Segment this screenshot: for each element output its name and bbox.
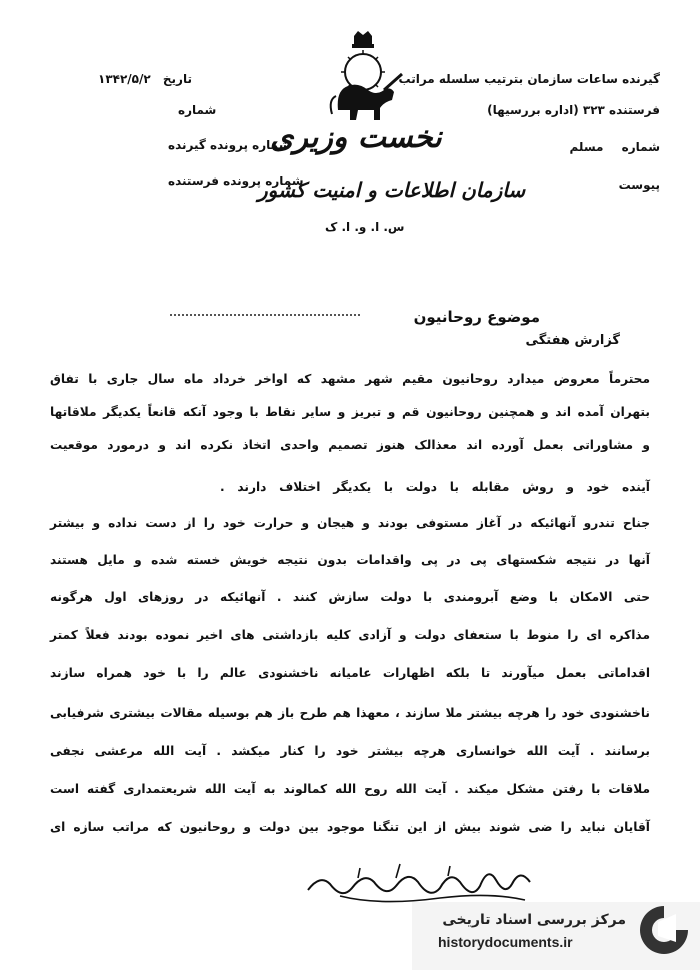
count-label: شماره	[178, 103, 217, 117]
sender-line: فرستنده ۳۲۳ (اداره بررسیها)	[487, 103, 660, 117]
report-type: گزارش هفتگی	[525, 333, 620, 348]
organization-title: سازمان اطلاعات و امنیت کشور	[258, 178, 526, 202]
body-line: مذاکره ای را منوط با ستعفای دولت و آزادی کلیه بازداشتی های اخیر نموده بودند فعلاً کمتر	[50, 628, 650, 642]
body-line: حتی الامکان با وضع آبرومندی با دولت سازش کنند . آنهائیکه در روزهای اول هرگونه	[50, 590, 650, 604]
body-line: برسانند . آیت الله خوانساری هرچه بیشتر خود را کنار میکشد . آیت الله مرعشی نجفی	[50, 744, 650, 758]
body-line: ملاقات با رفتن مشکل میکند . آیت الله روح الله کمالوند به آیت الله شریعتمداری گفته است	[50, 782, 650, 796]
body-line: آنها در نتیجه شکستهای پی در پی واقدامات بدون نتیجه خویش خسته شده و مایل هستند	[50, 553, 650, 567]
ministry-title: نخست وزیری	[270, 120, 442, 155]
body-line: جناح تندرو آنهائیکه در آغاز مستوفی بودند و هیجان و حرارت خود را از دست نداده و بیشتر	[50, 516, 650, 530]
receiver-file-label: شماره پرونده گیرنده	[168, 138, 291, 152]
date-field	[98, 72, 192, 86]
date-value: ۱۳۴۲/۵/۲	[98, 72, 151, 86]
letterhead-code: س. ا. و. ا. ک	[325, 220, 405, 234]
number-value: مسلم	[569, 140, 604, 154]
body-line: و مشاوراتی بعمل آورده اند معذالک هنوز تصمیم واحدی اتخاذ نکرده اند و درمورد موقعیت	[50, 438, 650, 452]
lion-and-sun-emblem-icon	[318, 30, 408, 130]
watermark-url: historydocuments.ir	[438, 934, 573, 950]
attachment-label: پیوست	[618, 178, 660, 192]
sender-file-label: شماره پرونده فرستنده	[168, 174, 304, 188]
body-line: ناخشنودی خود را هرچه بیشتر ملا سازند ، معهذا هم طرح باز هم بوسیله مقالات بیشتری شرفیابی	[50, 706, 650, 720]
body-line: آینده خود و روش مقابله با دولت با یکدیگر اختلاف دارند .	[220, 480, 650, 494]
subject-dotted-line	[170, 314, 360, 316]
body-line: اقداماتی بعمل میآورند تا بلکه اظهارات عامیانه ناخشنودی عالم را با خود همراه سازند	[50, 666, 650, 680]
body-line: آقایان نباید را ضی شوند بیش از این تنگنا موجود بین دولت و روحانیون که مراتب سازه ای	[50, 820, 650, 834]
archive-logo-icon	[636, 902, 692, 958]
body-line: محترماً معروض میدارد روحانیون مقیم شهر مشهد که اواخر خرداد ماه سال جاری با تفاق	[50, 372, 650, 386]
date-label: تاریخ	[162, 72, 192, 86]
subject-line: موضوع روحانیون	[413, 308, 540, 326]
number-field	[570, 140, 660, 154]
body-line: بتهران آمده اند و همچنین روحانیون قم و تبریز و سایر نقاط با وجود آنکه قانعاً یکدیگر ملاقاتها	[50, 405, 650, 419]
number-label: شماره	[621, 140, 660, 154]
watermark-persian-text: مرکز بررسی اسناد تاریخی	[442, 912, 626, 928]
recipient-line: گیرنده ساعات سازمان بترتیب سلسله مراتب	[398, 72, 660, 86]
